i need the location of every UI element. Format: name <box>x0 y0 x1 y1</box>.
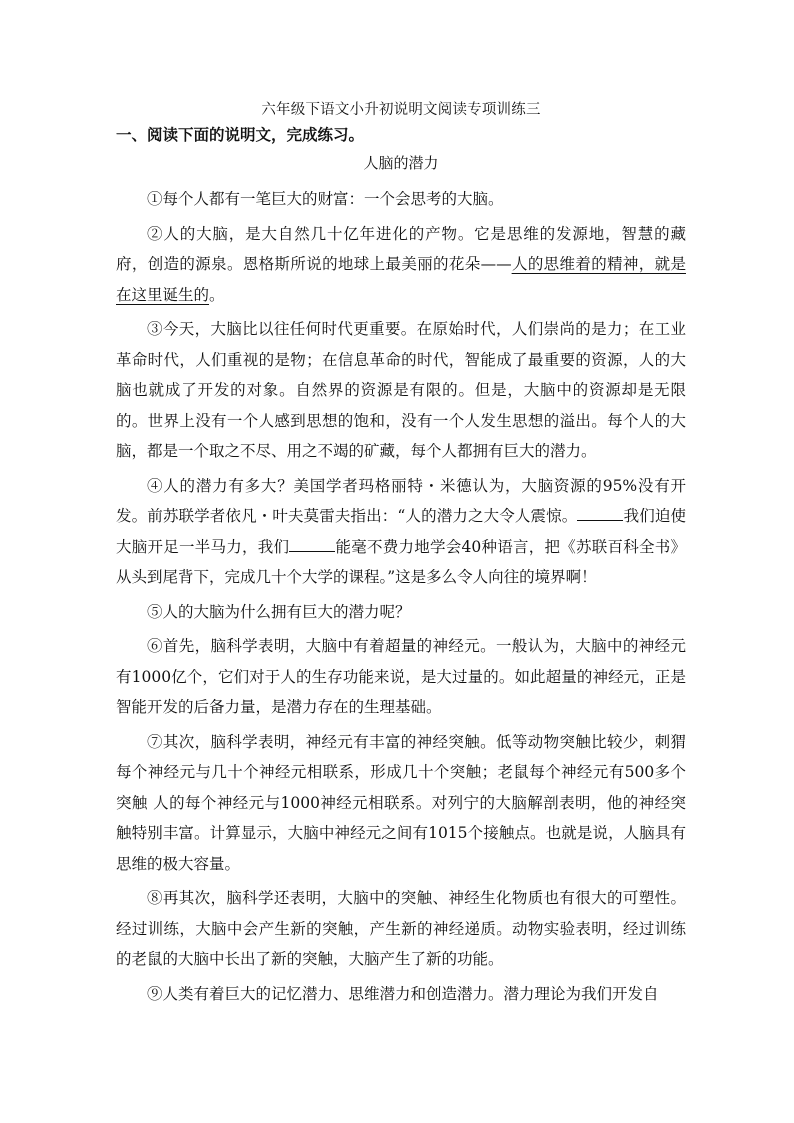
paragraph-4-text-b: 我们迫使大脑开足一半马力，我们 <box>116 507 686 556</box>
section-heading: 一、阅读下面的说明文，完成练习。 <box>116 126 365 144</box>
paragraph-5: ⑤人的大脑为什么拥有巨大的潜力呢？ <box>147 602 411 621</box>
paragraph-3: ③今天，大脑比以往任何时代更重要。在原始时代，人们崇尚的是力；在工业革命时代，人们重视的是物；在信息革命的时代，智能成了最重要的资源，人的大脑也就成了开发的对象。自然界的资源是有限的。但是，大脑中的资源却是无限的。世界上没有一个人感到思想的饱和，没有一个人发生思想的溢出。每个人的大脑，都是一个取之不尽、用之不竭的矿藏，每个人都拥有巨大的潜力。 <box>116 320 686 460</box>
article-title: 人脑的潜力 <box>363 154 439 172</box>
paragraph-7: ⑦其次，脑科学表明，神经元有丰富的神经突触。低等动物突触比较少，刺猬每个神经元与几十个神经元相联系，形成几十个突触；老鼠每个神经元有500多个突触 人的每个神经元与1000神经元相联系。对列宁的大脑解剖表明，他的神经突触特别丰富。计算显示，大脑中神经元之间有1015个接触点。也就是说，人脑具有思维的极大容量。 <box>116 732 686 873</box>
paragraph-4-text-c: 能毫不费力地学会40种语言，把《苏联百科全书》从头到尾背下，完成几十个大学的课程。”这是多么令人向往的境界啊！ <box>116 537 686 586</box>
paragraph-8: ⑧再其次，脑科学还表明，大脑中的突触、神经生化物质也有很大的可塑性。经过训练，大脑中会产生新的突触，产生新的神经递质。动物实验表明，经过训练的老鼠的大脑中长出了新的突触，大脑产生了新的功能。 <box>116 889 686 968</box>
paragraph-2-text-b: 。 <box>209 285 225 304</box>
paragraph-9: ⑨人类有着巨大的记忆潜力、思维潜力和创造潜力。潜力理论为我们开发自 <box>147 984 659 1003</box>
paragraph-2 <box>116 219 686 311</box>
paragraph-4-text-a: ④人的潜力有多大？美国学者玛格丽特・米德认为，大脑资源的95%没有开发。前苏联学者依凡・叶夫莫雷夫指出：“人的潜力之大令人震惊。 <box>116 476 686 525</box>
fill-in-blank-1[interactable] <box>577 506 623 521</box>
paragraph-6: ⑥首先，脑科学表明，大脑中有着超量的神经元。一般认为，大脑中的神经元有1000亿个，它们对于人的生存功能来说，是大过量的。如此超量的神经元，正是智能开发的后备力量，是潜力存在的生理基础。 <box>116 637 686 716</box>
document-content <box>116 100 686 1009</box>
paragraph-2-text-a: ②人的大脑，是大自然几十亿年进化的产物。它是思维的发源地，智慧的藏府，创造的源泉。恩格斯所说的地球上最美丽的花朵—— <box>116 224 686 273</box>
paragraph-4 <box>116 471 686 593</box>
paragraph-1: ①每个人都有一笔巨大的财富：一个会思考的大脑。 <box>147 190 504 208</box>
fill-in-blank-2[interactable] <box>289 537 335 552</box>
underlined-sentence: 人的思维着的精神，就是在这里诞生的 <box>116 255 686 304</box>
document-title: 六年级下语文小升初说明文阅读专项训练三 <box>261 102 541 118</box>
